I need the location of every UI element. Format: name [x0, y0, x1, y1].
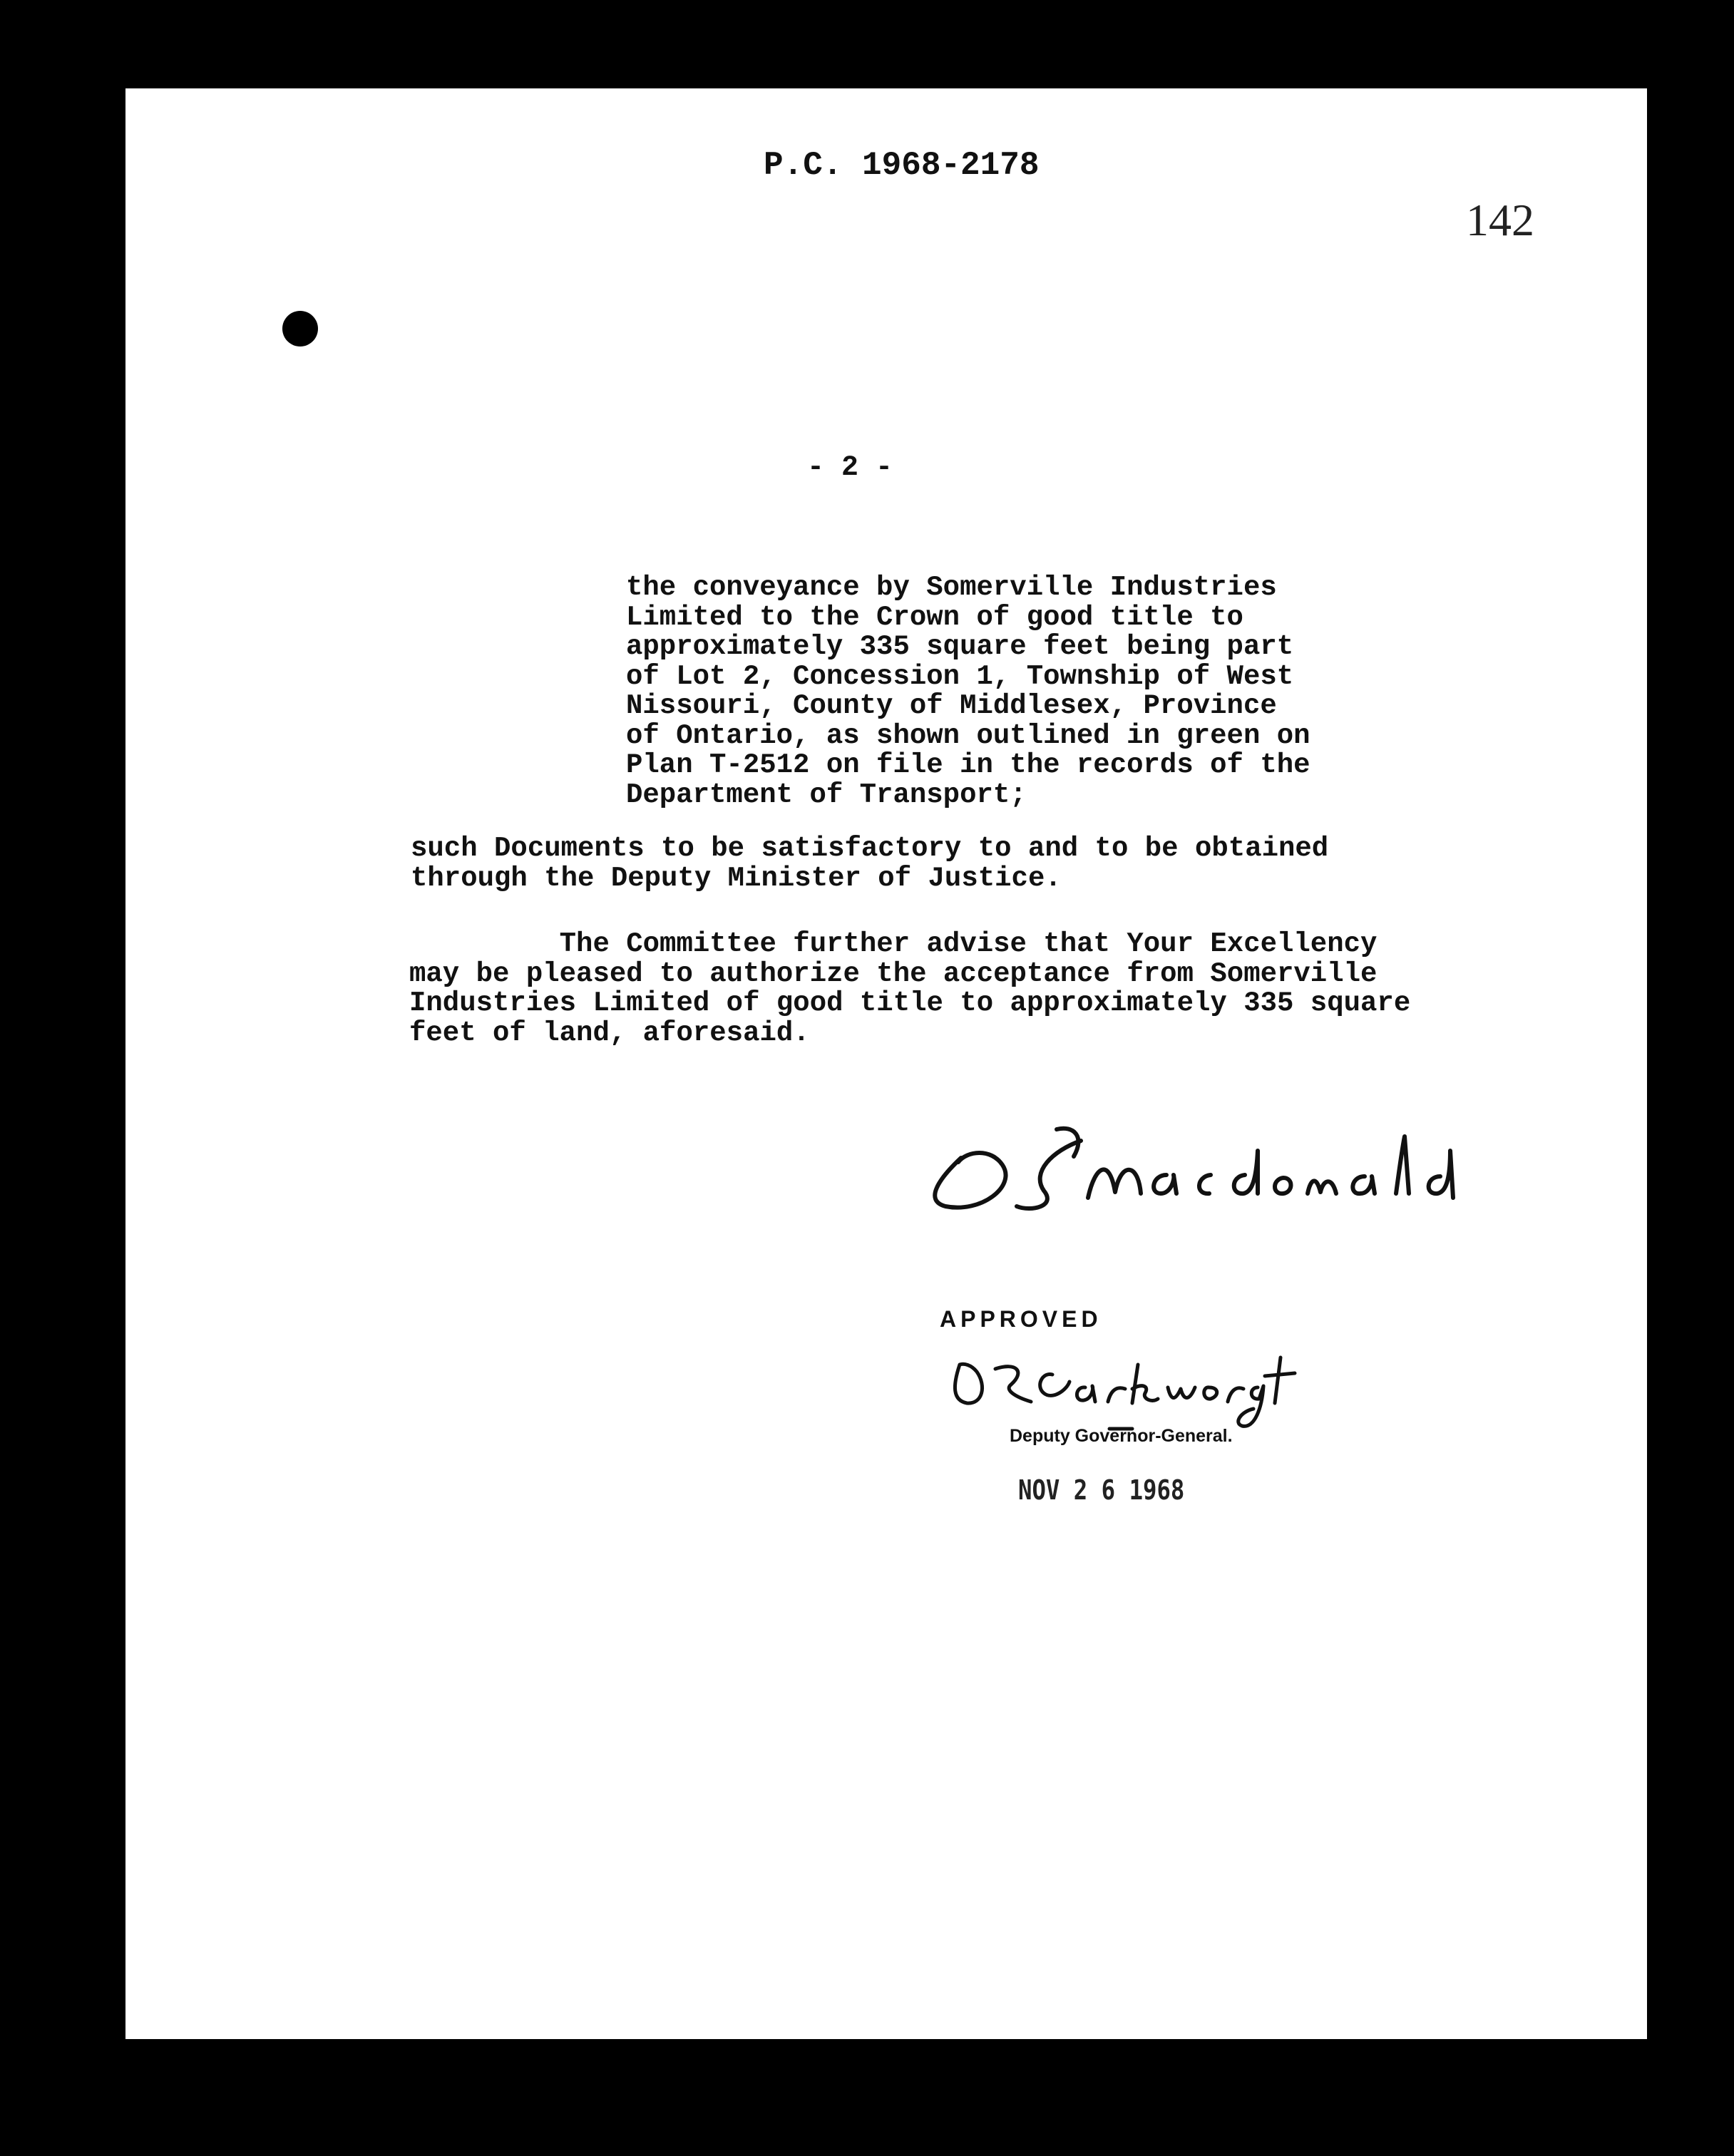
- approved-label: APPROVED: [940, 1306, 1102, 1332]
- date-stamp: NOV 2 6 1968: [1018, 1474, 1185, 1506]
- page-number-stamp: 142: [1466, 195, 1534, 245]
- order-number: P.C. 1968-2178: [764, 147, 1040, 184]
- body-paragraph-2: such Documents to be satisfactory to and to be obtained through the Deputy Minister of Justice.: [411, 833, 1329, 894]
- page-marker: - 2 -: [807, 452, 893, 484]
- body-paragraph-1: the conveyance by Somerville Industries Limited to the Crown of good title to approximately 335 square feet being part of Lot 2, Concession 1, Township of West Nissouri, County of Middlesex, Province of Ontario, as shown outlined in green on Plan T-2512 on file in the records of the Department of Transport;: [626, 572, 1310, 811]
- document-page: [125, 88, 1647, 2039]
- deputy-governor-general-title: Deputy Governor-General.: [1010, 1426, 1233, 1446]
- body-paragraph-3: The Committee further advise that Your Excellency may be pleased to authorize the acceptance from Somerville Industries Limited of good title to approximately 335 square feet of land, aforesaid.: [409, 928, 1411, 1049]
- macdonald-signature: [917, 1122, 1459, 1215]
- cartwright-signature: [945, 1343, 1316, 1436]
- punch-hole-icon: [282, 311, 318, 346]
